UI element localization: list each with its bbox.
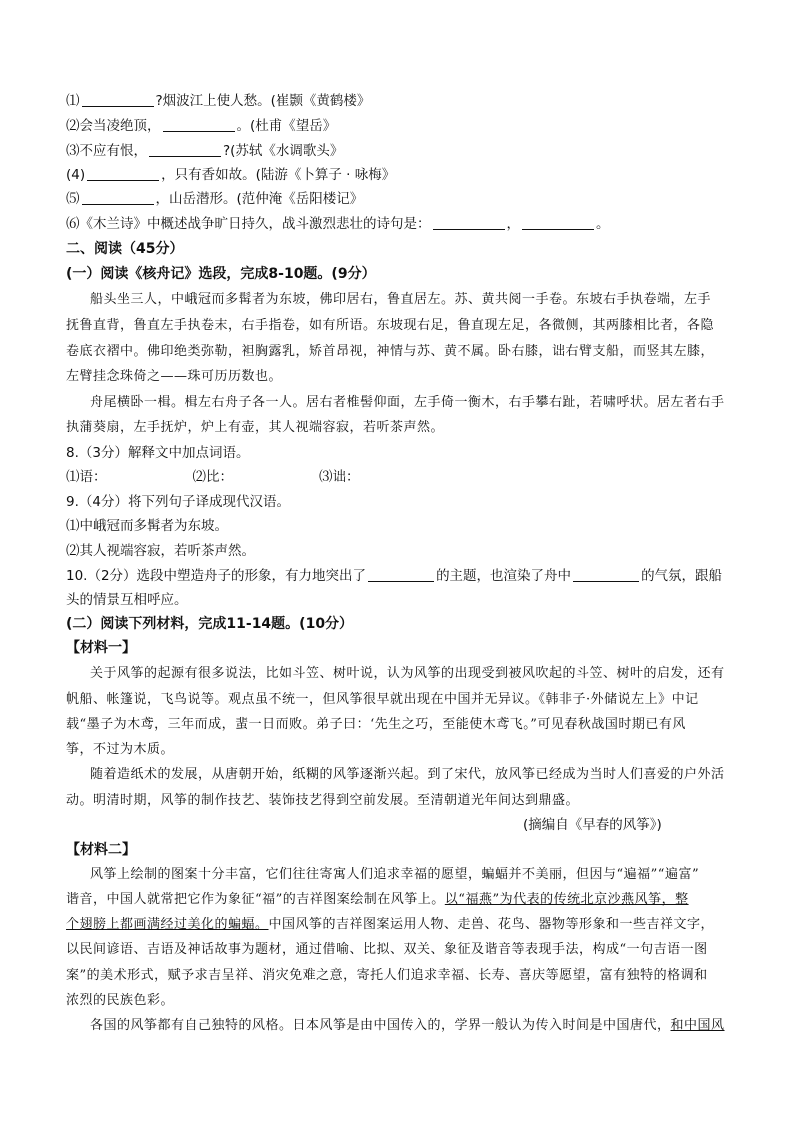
material-line: 帆船、帐篷说，飞鸟说等。观点虽不统一，但风筝很早就出现在中国并无异议。《韩非子·外储说左上》中记 xyxy=(66,692,699,707)
q2-source: 。(杜甫《望岳》 xyxy=(236,118,337,134)
q10-text-c: 的气氛，跟船 xyxy=(641,568,723,584)
underlined-text: 和中国风 xyxy=(670,1018,725,1033)
underlined-text: 个翅膀上都画满经过美化的蝙蝠。 xyxy=(66,917,269,932)
material-line: 以民间谚语、吉语及神话故事为题材，通过借喻、比拟、双关、象征及谐音等表现手法，构成“一句吉语一图 xyxy=(66,942,708,957)
material-line: 动。明清时期，风筝的制作技艺、装饰技艺得到空前发展。至清朝道光年间达到鼎盛。 xyxy=(66,793,580,808)
q5-number: ⑸ xyxy=(66,191,80,207)
q8-item-1: ⑴语： xyxy=(66,469,107,485)
passage-line: 左臂挂念珠倚之——珠可历历数也。 xyxy=(66,369,283,384)
q4-text: ，只有香如故。(陆游《卜算子 · 咏梅》 xyxy=(161,167,396,183)
material-line: 风筝上绘制的图案十分丰富，它们往往寄寓人们追求幸福的愿望，蝙蝠并不美丽，但因与“遍福”“遍富” xyxy=(90,867,700,882)
question-10-cont: 头的情景互相呼应。 xyxy=(66,592,188,608)
question-8: 8.（3分）解释文中加点词语。 xyxy=(66,445,250,461)
answer-blank[interactable] xyxy=(522,215,594,230)
passage-line: 抚鲁直背，鲁直左手执卷末，右手指卷，如有所语。东坡现右足，鲁直现左足，各微侧，其两膝相比者，各隐 xyxy=(66,318,715,333)
passage-line: 卷底衣褶中。佛印绝类弥勒，袒胸露乳，矫首昂视，神情与苏、黄不属。卧右膝，诎右臂支船，而竖其左膝， xyxy=(66,344,715,359)
q8-item-3: ⑶诎： xyxy=(319,469,360,485)
answer-blank[interactable] xyxy=(149,142,221,157)
fill-in-q1 xyxy=(66,91,370,111)
material-line: 随着造纸术的发展，从唐朝开始，纸糊的风筝逐渐兴起。到了宋代，放风筝已经成为当时人们喜爱的户外活 xyxy=(90,767,725,782)
question-9-item-1: ⑴中峨冠而多髯者为东坡。 xyxy=(66,518,228,534)
part2-heading: (二）阅读下列材料，完成11-14题。(10分） xyxy=(66,616,354,632)
fill-in-q5 xyxy=(66,189,363,209)
question-8-items xyxy=(66,467,360,487)
material-text: 中国风筝的吉祥图案运用人物、走兽、花鸟、器物等形象和一些吉祥文字， xyxy=(268,917,715,932)
material-line: 筝，不过为木质。 xyxy=(66,742,175,757)
fill-in-q3 xyxy=(66,141,343,161)
answer-blank[interactable] xyxy=(82,190,154,205)
q1-number: ⑴ xyxy=(66,93,80,109)
part1-heading: (一）阅读《核舟记》选段，完成8-10题。(9分） xyxy=(66,266,376,282)
answer-blank[interactable] xyxy=(573,567,639,582)
material-line xyxy=(66,890,689,910)
material-1-label: 【材料一】 xyxy=(66,640,136,656)
material-line: 浓烈的民族色彩。 xyxy=(66,993,175,1008)
answer-blank[interactable] xyxy=(368,567,434,582)
question-10 xyxy=(66,566,722,586)
passage-line: 执蒲葵扇，左手抚炉，炉上有壶，其人视端容寂，若听茶声然。 xyxy=(66,420,445,435)
section-heading: 二、阅读（45分） xyxy=(66,241,184,257)
passage-line: 舟尾横卧一楫。楫左右舟子各一人。居右者椎髻仰面，左手倚一衡木，右手攀右趾，若啸呼状。居左者右手 xyxy=(90,395,725,410)
q3-text: ⑶不应有恨， xyxy=(66,143,147,159)
material-text: 谐音，中国人就常把它作为象征“福”的吉祥图案绘制在风筝上。 xyxy=(66,892,445,907)
q10-text-a: 10.（2分）选段中塑造舟子的形象，有力地突出了 xyxy=(66,568,367,584)
material-line: 载“墨子为木鸢，三年而成，蜚一日而败。弟子曰：‘先生之巧，至能使木鸢飞。”可见春秋战国时期已有风 xyxy=(66,717,686,732)
material-line: 关于风筝的起源有很多说法，比如斗笠、树叶说，认为风筝的出现受到被风吹起的斗笠、树叶的启发，还有 xyxy=(90,666,725,681)
answer-blank[interactable] xyxy=(433,215,505,230)
q1-text: ?烟波江上使人愁。(崔颢《黄鹤楼》 xyxy=(155,93,371,109)
q10-text-b: 的主题，也渲染了舟中 xyxy=(436,568,572,584)
q6-text: ⑹《木兰诗》中概述战争旷日持久，战斗激烈悲壮的诗句是： xyxy=(66,216,431,232)
material-line xyxy=(66,915,714,935)
material-line: 案”的美术形式，赋予求吉呈祥、消灾免难之意，寄托人们追求幸福、长寿、喜庆等愿望，富有独特的格调和 xyxy=(66,968,708,983)
material-1-source: (摘编自《早春的风筝》) xyxy=(523,817,662,833)
fill-in-q6 xyxy=(66,214,610,234)
q5-text: ，山岳潜形。(范仲淹《岳阳楼记》 xyxy=(155,191,364,207)
material-2-label: 【材料二】 xyxy=(66,842,136,858)
answer-blank[interactable] xyxy=(163,117,235,132)
q3-source: ?(苏轼《水调歌头》 xyxy=(223,143,344,159)
fill-in-q4 xyxy=(66,165,395,185)
material-line xyxy=(90,1016,725,1036)
underlined-text: 以“福燕”为代表的传统北京沙燕风筝，整 xyxy=(444,892,689,907)
q2-text: ⑵会当凌绝顶， xyxy=(66,118,161,134)
material-text: 各国的风筝都有自己独特的风格。日本风筝是由中国传入的，学界一般认为传入时间是中国唐代， xyxy=(90,1018,671,1033)
answer-blank[interactable] xyxy=(87,166,159,181)
fill-in-q2 xyxy=(66,116,336,136)
passage-line: 船头坐三人，中峨冠而多髯者为东坡，佛印居右，鲁直居左。苏、黄共阅一手卷。东坡右手执卷端，左手 xyxy=(90,292,712,307)
q4-number: (4) xyxy=(66,167,86,183)
answer-blank[interactable] xyxy=(82,92,154,107)
q8-item-2: ⑵比： xyxy=(192,469,233,485)
question-9-item-2: ⑵其人视端容寂，若听茶声然。 xyxy=(66,543,255,559)
q6-end: 。 xyxy=(596,216,610,232)
question-9: 9.（4分）将下列句子译成现代汉语。 xyxy=(66,494,290,510)
q6-comma: ， xyxy=(506,216,520,232)
